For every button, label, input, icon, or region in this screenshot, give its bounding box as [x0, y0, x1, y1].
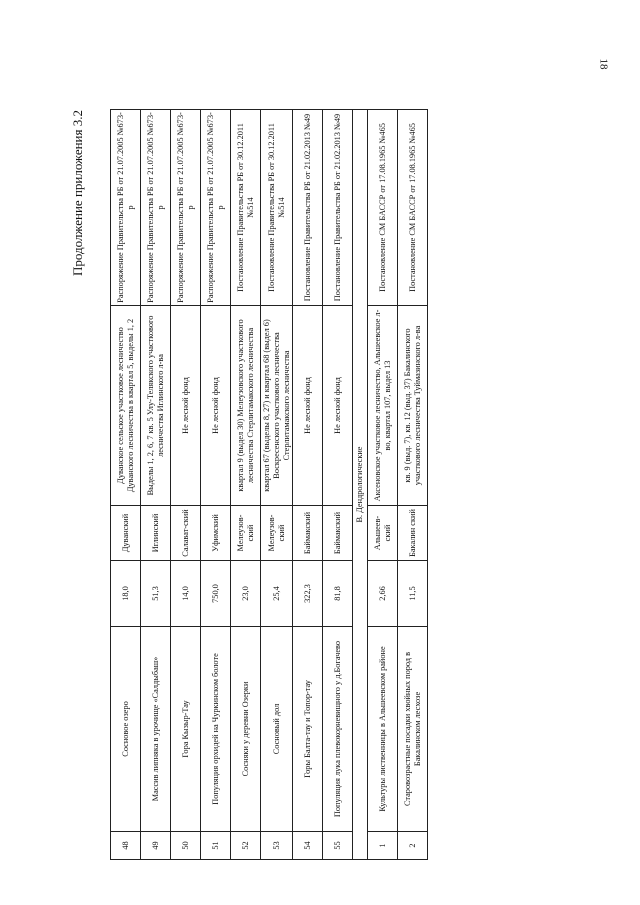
cell-location: Не лесной фонд	[201, 306, 231, 506]
table-row	[171, 110, 201, 860]
cell-area: 23,0	[231, 561, 261, 627]
page-number: 18	[597, 58, 610, 70]
cell-location: Аксеновское участковое лесничество, Альшеевское л-во, квартал 107, выдел 13	[368, 306, 398, 506]
cell-area: 750,0	[201, 561, 231, 627]
cell-document: Распоряжение Правительства РБ от 21.07.2005 №673-р	[111, 110, 141, 306]
cell-location: Дуванское сельское участковое лесничество Дуванского лесничества в квартал 5, выделы 1, 2	[111, 306, 141, 506]
table-row	[293, 110, 323, 860]
table-body	[111, 110, 428, 860]
cell-name: Массив липняка в урочище «Салдыбаш»	[141, 627, 171, 832]
cell-name: Сосновое озеро	[111, 627, 141, 832]
cell-number: 54	[293, 832, 323, 860]
table-row	[323, 110, 353, 860]
cell-location: Не лесной фонд	[293, 306, 323, 506]
cell-location: квартал 67 (выделы 8, 27) и квартал 68 (выдел 6) Воскресенского участкового лесничества Стерлитамакского лесничества	[261, 306, 293, 506]
cell-number: 51	[201, 832, 231, 860]
rotated-table-page	[70, 110, 510, 860]
section-title: В. Дендрологические	[353, 110, 368, 860]
cell-name: Горы Балта-тау и Топор-тау	[293, 627, 323, 832]
cell-name: Популяция орхидей на Чуркинском болоте	[201, 627, 231, 832]
cell-location: Не лесной фонд	[171, 306, 201, 506]
cell-document: Распоряжение Правительства РБ от 21.07.2005 №673-р	[171, 110, 201, 306]
cell-district: Альшеев-ский	[368, 506, 398, 561]
cell-name: Сосняки у деревни Озерки	[231, 627, 261, 832]
cell-name: Гора Кызыр-Тау	[171, 627, 201, 832]
protected-areas-table	[110, 109, 428, 860]
cell-area: 25,4	[261, 561, 293, 627]
table-wrapper	[110, 109, 428, 860]
table-row	[398, 110, 428, 860]
cell-document: Постановление Правительства РБ от 21.02.2013 №49	[323, 110, 353, 306]
cell-number: 48	[111, 832, 141, 860]
cell-district: Баймакский	[323, 506, 353, 561]
cell-area: 322,3	[293, 561, 323, 627]
cell-document: Распоряжение Правительства РБ от 21.07.2005 №673-р	[201, 110, 231, 306]
cell-district: Салават-ский	[171, 506, 201, 561]
cell-name: Сосновый дол	[261, 627, 293, 832]
table-caption: Продолжение приложения 3.2	[70, 110, 85, 277]
table-row	[111, 110, 141, 860]
cell-area: 14,0	[171, 561, 201, 627]
cell-number: 1	[368, 832, 398, 860]
cell-district: Баймакский	[293, 506, 323, 561]
cell-number: 53	[261, 832, 293, 860]
cell-document: Постановление Правительства РБ от 30.12.2011 №514	[261, 110, 293, 306]
section-row	[353, 110, 368, 860]
cell-number: 50	[171, 832, 201, 860]
cell-location: кв. 9 (выд. 7), кв. 12 (выд. 37) Бакалинского участкового лесничества Туймазинского л-ва	[398, 306, 428, 506]
table-row	[201, 110, 231, 860]
table-row	[261, 110, 293, 860]
cell-number: 49	[141, 832, 171, 860]
cell-location: квартал 9 (выдел 30) Мелеузовского участкового лесничества Стерлитамакского лесничества	[231, 306, 261, 506]
cell-district: Мелеузов-ский	[261, 506, 293, 561]
cell-document: Постановление СМ БАССР от 17.08.1965 №465	[398, 110, 428, 306]
cell-name: Популяция лука плевокорневищного у д.Богачево	[323, 627, 353, 832]
cell-area: 51,3	[141, 561, 171, 627]
cell-number: 55	[323, 832, 353, 860]
cell-document: Постановление Правительства РБ от 30.12.2011 №514	[231, 110, 261, 306]
cell-number: 2	[398, 832, 428, 860]
cell-name: Старовозрастные посадки хвойных пород в Бакалинском лесхозе	[398, 627, 428, 832]
cell-district: Дуванский	[111, 506, 141, 561]
table-row	[141, 110, 171, 860]
cell-district: Мелеузов-ский	[231, 506, 261, 561]
cell-area: 2,66	[368, 561, 398, 627]
cell-area: 81,8	[323, 561, 353, 627]
table-row	[231, 110, 261, 860]
cell-area: 18,0	[111, 561, 141, 627]
cell-name: Культуры лиственницы в Альшеевском районе	[368, 627, 398, 832]
cell-area: 11,5	[398, 561, 428, 627]
table-row	[368, 110, 398, 860]
cell-district: Уфимский	[201, 506, 231, 561]
cell-document: Постановление СМ БАССР от 17.08.1965 №465	[368, 110, 398, 306]
cell-district: Иглинский	[141, 506, 171, 561]
cell-location: Выделы 1, 2, 6, 7 кв. 5 Улу-Телякского участкового лесничества Иглинского л-ва	[141, 306, 171, 506]
cell-number: 52	[231, 832, 261, 860]
cell-district: Бакалин ский	[398, 506, 428, 561]
cell-document: Постановление Правительства РБ от 21.02.2013 №49	[293, 110, 323, 306]
cell-document: Распоряжение Правительства РБ от 21.07.2005 №673-р	[141, 110, 171, 306]
cell-location: Не лесной фонд	[323, 306, 353, 506]
